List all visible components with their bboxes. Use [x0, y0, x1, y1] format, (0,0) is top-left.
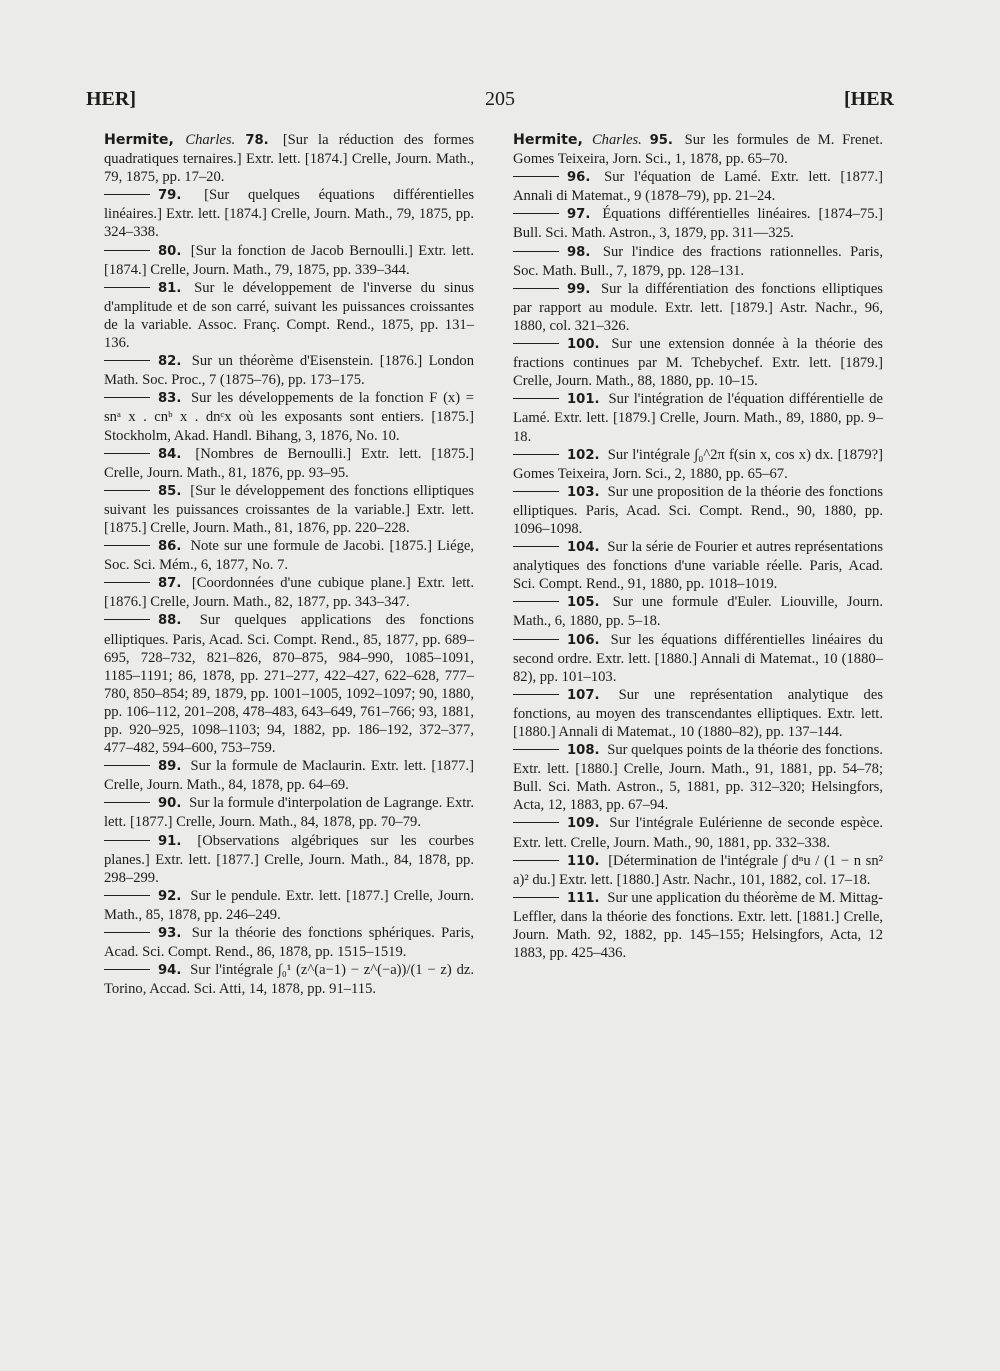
entry-text: Sur le pendule. Extr. lett. [1877.] Crelle, Journ. Math., 85, 1878, pp. 246–249. — [104, 887, 474, 923]
ditto-rule — [104, 194, 150, 195]
entry-text: [Sur quelques équations différentielles linéaires.] Extr. lett. [1874.] Crelle, Journ. Math., 79, 1875, pp. 324–338. — [104, 187, 474, 241]
ditto-rule — [104, 582, 150, 583]
ditto-rule — [513, 694, 559, 695]
ditto-rule — [513, 288, 559, 289]
entry-number: 84. — [158, 446, 182, 462]
entry-number: 103. — [567, 484, 600, 500]
entry-text: Sur la différentiation des fonctions elliptiques par rapport au module. Extr. lett. [1879.] Astr. Nachr., 96, 1880, col. 321–326. — [513, 280, 883, 334]
entry-number: 80. — [158, 243, 182, 259]
entry-text: [Sur la fonction de Jacob Bernoulli.] Extr. lett. [1874.] Crelle, Journ. Math., 79, 1875, pp. 339–344. — [104, 242, 474, 278]
entry-number: 91. — [158, 833, 182, 849]
ditto-rule — [104, 250, 150, 251]
entry-text: Sur les équations différentielles linéaires du second ordre. Extr. lett. [1880.] Annali di Matemat., 10 (1880–82), pp. 101–103. — [513, 631, 883, 685]
entry-text: Sur l'intégrale ∫₀¹ (z^(a−1) − z^(−a))/(1 − z) dz. Torino, Accad. Sci. Atti, 14, 1878, pp. 91–115. — [104, 962, 474, 998]
entry-text: [Sur la réduction des formes quadratiques ternaires.] Extr. lett. [1874.] Crelle, Journ. Math., 79, 1875, pp. 17–20. — [104, 132, 475, 186]
bibliography-entry — [513, 814, 883, 851]
entry-text: Sur l'équation de Lamé. Extr. lett. [1877.] Annali di Matemat., 9 (1878–79), pp. 21–24. — [513, 169, 883, 205]
entry-text: Sur la théorie des fonctions sphériques. Paris, Acad. Sci. Compt. Rend., 86, 1878, pp. 1515–1519. — [104, 925, 474, 961]
ditto-rule — [104, 619, 150, 620]
bibliography-entry — [104, 279, 474, 352]
bibliography-entry — [104, 445, 474, 482]
bibliography-entry — [513, 889, 883, 962]
entry-text: Sur une extension donnée à la théorie des fractions continues par M. Tchebychef. Extr. lett. [1879.] Crelle, Journ. Math., 88, 1880, pp. 10–15. — [513, 336, 883, 390]
bibliography-entry — [104, 131, 474, 186]
bibliography-entry — [513, 593, 883, 630]
entry-number: 96. — [567, 170, 591, 186]
entry-author: Hermite, — [104, 132, 186, 148]
ditto-rule — [513, 601, 559, 602]
entry-number: 106. — [567, 632, 600, 648]
entry-number: 97. — [567, 207, 591, 223]
entry-number: 104. — [567, 540, 600, 556]
entry-number: 78. — [245, 133, 269, 148]
entry-number: 79. — [158, 188, 182, 204]
bibliography-entry — [104, 186, 474, 241]
entry-text: Sur la formule de Maclaurin. Extr. lett. [1877.] Crelle, Journ. Math., 84, 1878, pp. 64–69. — [104, 758, 474, 794]
entry-number: 81. — [158, 280, 182, 296]
bibliography-entry — [513, 483, 883, 538]
entry-number: 88. — [158, 613, 182, 629]
entry-text: Sur la série de Fourier et autres représentations analytiques des fonctions d'une variable réelle. Paris, Acad. Sci. Compt. Rend., 91, 1880, pp. 1018–1019. — [513, 539, 883, 593]
entry-number: 93. — [158, 926, 182, 942]
bibliography-entry — [104, 352, 474, 389]
entry-number: 89. — [158, 759, 182, 775]
entry-number: 94. — [158, 963, 182, 979]
ditto-rule — [104, 545, 150, 546]
bibliography-entry — [104, 924, 474, 961]
bibliography-entry — [104, 611, 474, 757]
bibliography-entry — [513, 280, 883, 335]
bibliography-entry — [513, 243, 883, 280]
entry-number: 100. — [567, 337, 600, 353]
entry-number: 85. — [158, 483, 182, 499]
entry-number: 111. — [567, 890, 600, 906]
entry-number: 87. — [158, 576, 182, 592]
ditto-rule — [513, 749, 559, 750]
bibliography-entry — [104, 832, 474, 887]
ditto-rule — [513, 546, 559, 547]
entry-text: Sur quelques applications des fonctions elliptiques. Paris, Acad. Sci. Compt. Rend., 85, 1877, pp. 689–695, 728–732, 821–826, 870–875, 984–990, 1085–1091, 1185–1191; 86, 1878, pp. 271–277, 422–427, 622–628, 777–780, 850–854; 89, 1879, pp. 1001–1005, 1092–1097; 90, 1880, pp. 106–112, 201–208, 478–483, 643–649, 761–766; 93, 1881, pp. 920–925, 1098–1103; 94, 1882, pp. 186–192, 372–377, 477–482, 594–600, 753–759. — [104, 612, 474, 757]
ditto-rule — [104, 490, 150, 491]
entry-number: 90. — [158, 796, 182, 812]
entry-text: Sur une application du théorème de M. Mittag-Leffler, dans la théorie des fonctions. Extr. lett. [1881.] Crelle, Journ. Math. 92, 1882, pp. 145–155; Helsingfors, Acta, 12 1883, pp. 425–436. — [513, 889, 883, 962]
ditto-rule — [104, 765, 150, 766]
ditto-rule — [513, 639, 559, 640]
ditto-rule — [104, 895, 150, 896]
ditto-rule — [104, 397, 150, 398]
running-head-right: [HER — [844, 88, 894, 110]
bibliography-entry — [104, 482, 474, 537]
entry-number: 102. — [567, 447, 600, 463]
ditto-rule — [513, 822, 559, 823]
entry-text: [Nombres de Bernoulli.] Extr. lett. [1875.] Crelle, Journ. Math., 81, 1876, pp. 93–95. — [104, 445, 474, 481]
entry-number: 105. — [567, 595, 600, 611]
entry-text: Sur un théorème d'Eisenstein. [1876.] London Math. Soc. Proc., 7 (1875–76), pp. 173–175. — [104, 353, 474, 389]
page-number: 205 — [485, 88, 515, 110]
ditto-rule — [513, 897, 559, 898]
ditto-rule — [513, 491, 559, 492]
entry-author-given: Charles. — [185, 132, 246, 148]
bibliography-entry — [513, 741, 883, 814]
bibliography-entry — [104, 794, 474, 831]
entry-number: 107. — [567, 687, 600, 703]
ditto-rule — [513, 398, 559, 399]
running-head-left: HER] — [86, 88, 136, 110]
entry-text: Sur l'intégrale Eulérienne de seconde espèce. Extr. lett. Crelle, Journ. Math., 90, 1881, pp. 332–338. — [513, 815, 883, 851]
ditto-rule — [104, 360, 150, 361]
bibliography-entry — [104, 757, 474, 794]
right-column — [513, 131, 883, 962]
entry-author: Hermite, — [513, 132, 592, 148]
entry-text: Sur une représentation analytique des fonctions, au moyen des transcendantes elliptiques. Extr. lett. [1880.] Annali di Matemat., 10 (1880–82), pp. 137–144. — [513, 686, 883, 740]
bibliography-entry — [104, 574, 474, 611]
bibliography-entry — [513, 335, 883, 390]
ditto-rule — [104, 840, 150, 841]
ditto-rule — [513, 860, 559, 861]
ditto-rule — [104, 969, 150, 970]
ditto-rule — [104, 453, 150, 454]
ditto-rule — [513, 454, 559, 455]
entry-text: Sur la formule d'interpolation de Lagrange. Extr. lett. [1877.] Crelle, Journ. Math., 84, 1878, pp. 70–79. — [104, 795, 474, 831]
entry-number: 83. — [158, 391, 182, 407]
entry-author-given: Charles. — [591, 132, 650, 148]
bibliography-entry — [513, 631, 883, 686]
entry-text: Sur l'indice des fractions rationnelles. Paris, Soc. Math. Bull., 7, 1879, pp. 128–131. — [513, 243, 883, 279]
bibliography-entry — [513, 131, 883, 168]
entry-number: 109. — [567, 816, 600, 832]
entry-text: [Coordonnées d'une cubique plane.] Extr. lett. [1876.] Crelle, Journ. Math., 82, 1877, pp. 343–347. — [104, 575, 474, 611]
bibliography-entry — [513, 205, 883, 242]
entry-text: Sur une proposition de la théorie des fonctions elliptiques. Paris, Acad. Sci. Compt. Rend., 90, 1880, pp. 1096–1098. — [513, 483, 883, 537]
ditto-rule — [513, 251, 559, 252]
bibliography-entry — [104, 887, 474, 924]
entry-number: 101. — [567, 392, 600, 408]
entry-number: 110. — [567, 853, 600, 869]
entry-text: Équations différentielles linéaires. [1874–75.] Bull. Sci. Math. Astron., 3, 1879, pp. 311—325. — [513, 206, 883, 242]
entry-number: 99. — [567, 281, 591, 297]
ditto-rule — [513, 176, 559, 177]
bibliography-entry — [104, 537, 474, 574]
entry-text: Sur l'intégration de l'équation différentielle de Lamé. Extr. lett. [1879.] Crelle, Journ. Math., 89, 1880, pp. 9–18. — [513, 391, 883, 445]
entry-text: Note sur une formule de Jacobi. [1875.] Liége, Soc. Sci. Mém., 6, 1877, No. 7. — [104, 538, 474, 574]
entry-text: [Observations algébriques sur les courbes planes.] Extr. lett. [1877.] Crelle, Journ. Math., 84, 1878, pp. 298–299. — [104, 832, 474, 886]
ditto-rule — [513, 213, 559, 214]
bibliography-entry — [513, 852, 883, 889]
bibliography-entry — [513, 686, 883, 741]
entry-number: 95. — [649, 133, 673, 148]
entry-text: Sur l'intégrale ∫₀^2π f(sin x, cos x) dx. [1879?] Gomes Teixeira, Jorn. Sci., 2, 1880, pp. 65–67. — [513, 446, 883, 482]
ditto-rule — [104, 802, 150, 803]
entry-text: Sur quelques points de la théorie des fonctions. Extr. lett. [1880.] Crelle, Journ. Math., 91, 1881, pp. 54–78; Bull. Sci. Math. Astron., 5, 1881, pp. 312–320; Helsingfors, Acta, 12, 1883, pp. 67–94. — [513, 742, 883, 814]
bibliography-entry — [104, 242, 474, 279]
entry-text: Sur les formules de M. Frenet. Gomes Teixeira, Jorn. Sci., 1, 1878, pp. 65–70. — [513, 132, 883, 168]
entry-number: 108. — [567, 743, 600, 759]
entry-text: Sur le développement de l'inverse du sinus d'amplitude et de son carré, suivant les puissances croissantes de la variable. Assoc. Franç. Compt. Rend., 1875, pp. 131–136. — [104, 279, 474, 352]
bibliography-entry — [513, 390, 883, 445]
entry-number: 98. — [567, 244, 591, 260]
ditto-rule — [104, 932, 150, 933]
entry-number: 82. — [158, 354, 182, 370]
entry-text: [Sur le développement des fonctions elliptiques suivant les puissances croissantes de la variable.] Extr. lett. [1875.] Crelle, Journ. Math., 81, 1876, pp. 220–228. — [104, 482, 474, 536]
bibliography-entry — [513, 538, 883, 593]
bibliography-entry — [513, 168, 883, 205]
bibliography-entry — [513, 446, 883, 483]
entry-text: Sur une formule d'Euler. Liouville, Journ. Math., 6, 1880, pp. 5–18. — [513, 594, 883, 630]
entry-text: [Détermination de l'intégrale ∫ dⁿu / (1 − n sn² a)² du.] Extr. lett. [1880.] Astr. Nachr., 101, 1882, col. 17–18. — [513, 852, 883, 888]
entry-text: Sur les développements de la fonction F (x) = snᵃ x . cnᵇ x . dnᶜx où les exposants sont entiers. [1875.] Stockholm, Akad. Handl. Bihang, 3, 1876, No. 10. — [104, 390, 474, 444]
bibliography-entry — [104, 389, 474, 444]
ditto-rule — [513, 343, 559, 344]
bibliography-entry — [104, 961, 474, 998]
ditto-rule — [104, 287, 150, 288]
entry-number: 86. — [158, 539, 182, 555]
entry-number: 92. — [158, 888, 182, 904]
left-column — [104, 131, 474, 998]
